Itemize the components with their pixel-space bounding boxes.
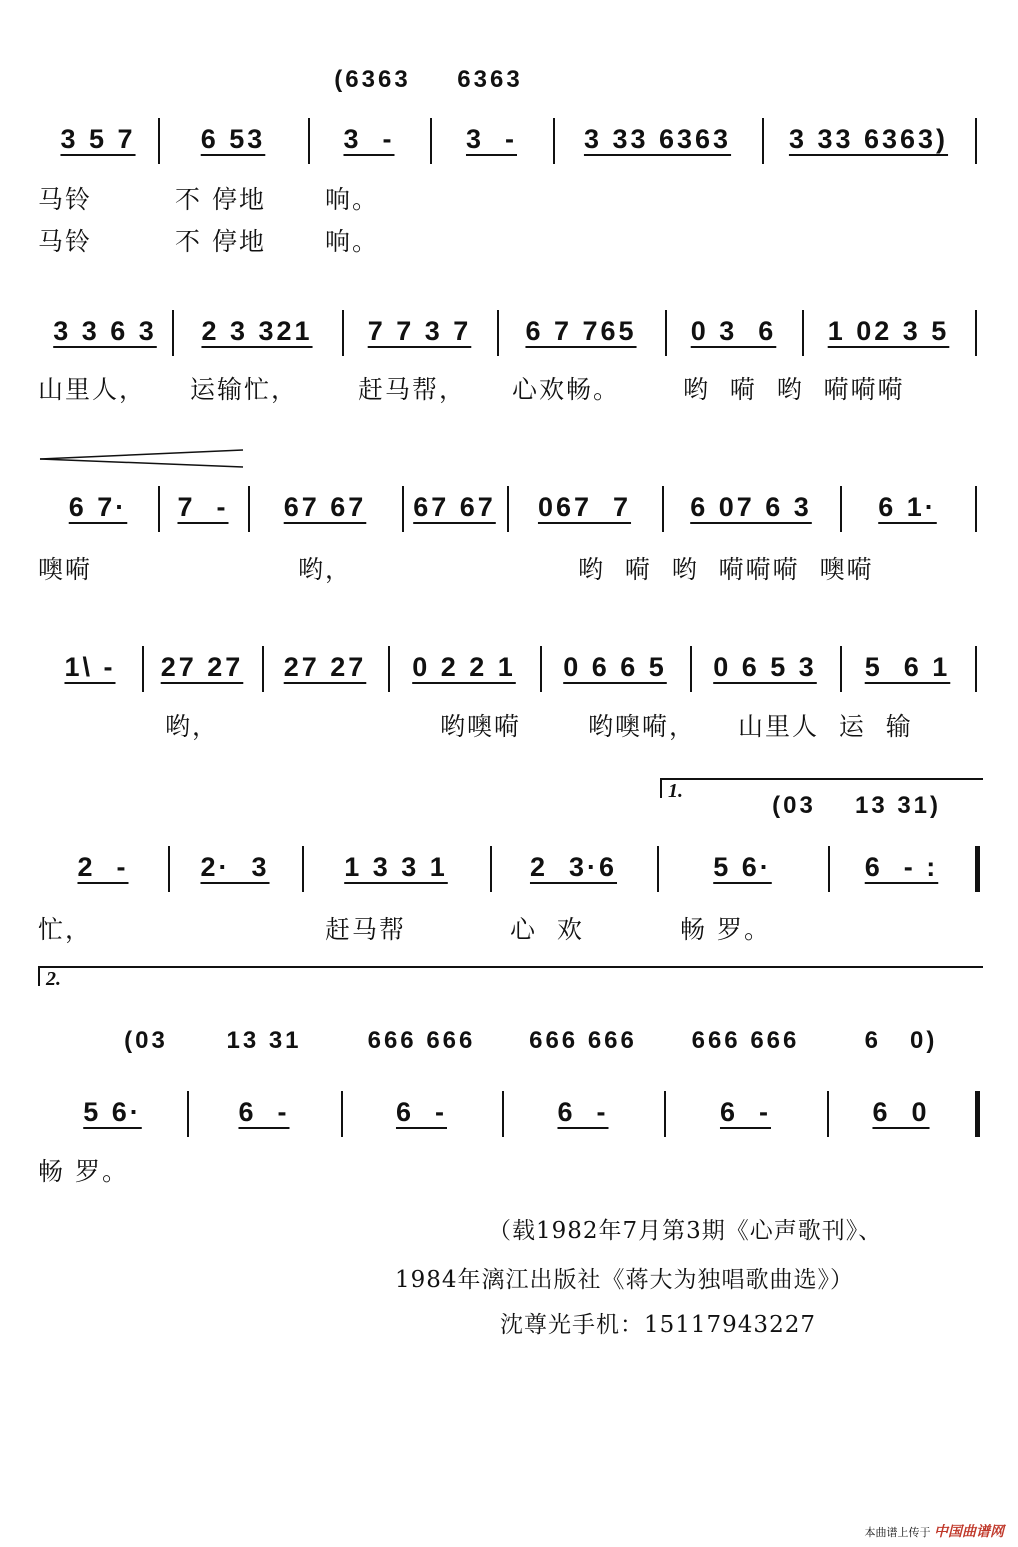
lyric: 畅 罗。 — [680, 915, 771, 944]
lyric: 忙， — [38, 915, 93, 944]
source-note-line1: （载1982年7月第3期《心声歌刊》、 — [488, 1218, 883, 1244]
watermark — [865, 1521, 1005, 1541]
barline — [975, 118, 977, 164]
instrumental-measure: 13 31 — [226, 1027, 302, 1054]
measure: 67 67 — [413, 492, 496, 522]
measure: 6 0 — [872, 1097, 930, 1127]
barline — [553, 118, 555, 164]
lyric: 马铃 — [38, 227, 93, 256]
measure: 0 2 2 1 — [412, 652, 516, 682]
contact-line: 沈尊光手机：15117943227 — [500, 1312, 816, 1338]
lyric: 心 欢 — [510, 915, 584, 944]
lyric: 赶马帮， — [358, 375, 467, 404]
instrumental-measure: 13 31) — [854, 792, 942, 819]
barline — [827, 1091, 829, 1137]
instrumental-measure: (03 — [124, 1027, 168, 1054]
barline — [341, 1091, 343, 1137]
measure: 6 7 765 — [525, 316, 637, 346]
measure: 6 07 6 3 — [690, 492, 812, 522]
barline — [388, 646, 390, 692]
measure: 3 5 7 — [60, 124, 136, 154]
barline — [308, 118, 310, 164]
barline — [502, 1091, 504, 1137]
measure: 1\ - — [64, 652, 116, 682]
barline — [665, 310, 667, 356]
lyric: 畅 罗。 — [38, 1157, 129, 1186]
measure: 0 6 6 5 — [563, 652, 667, 682]
barline — [664, 1091, 666, 1137]
barline — [762, 118, 764, 164]
lyric: 响。 — [325, 185, 380, 214]
watermark-text: 本曲谱上传于 — [864, 1526, 931, 1539]
barline — [802, 310, 804, 356]
barline — [172, 310, 174, 356]
measure: 3 - — [343, 124, 395, 154]
barline — [657, 846, 659, 892]
measure: 067 7 — [537, 492, 632, 522]
measure: 6 - — [395, 1097, 447, 1127]
barline — [158, 486, 160, 532]
barline — [402, 486, 404, 532]
lyric: 哟， — [165, 712, 220, 741]
measure: 6 - — [557, 1097, 609, 1127]
barline — [248, 486, 250, 532]
measure: 7 7 3 7 — [367, 316, 472, 346]
barline — [158, 118, 160, 164]
instrumental-measure: 6363 — [457, 66, 523, 93]
lyric: 心欢畅。 — [512, 375, 621, 404]
lyric: 运输忙， — [190, 375, 299, 404]
measure: 2 3 321 — [201, 316, 313, 346]
barline — [490, 846, 492, 892]
barline — [975, 646, 977, 692]
lyric: 不 停地 — [175, 227, 266, 256]
barline — [187, 1091, 189, 1137]
measure: 27 27 — [283, 652, 367, 682]
barline — [975, 846, 980, 892]
measure: 0 3 6 — [690, 316, 777, 346]
measure: 5 6· — [83, 1097, 142, 1127]
measure: 6 53 — [200, 124, 266, 154]
measure: 27 27 — [160, 652, 244, 682]
measure: 1 02 3 5 — [827, 316, 950, 346]
lyric: 哟， — [298, 555, 353, 584]
measure: 3 33 6363) — [788, 124, 949, 154]
measure: 2· 3 — [200, 852, 270, 882]
barline — [497, 310, 499, 356]
instrumental-measure: (6363 — [334, 66, 411, 93]
measure: 3 33 6363 — [583, 124, 732, 154]
lyric: 哟 嗬 哟 嗬嗬嗬 — [683, 375, 905, 404]
barline — [540, 646, 542, 692]
instrumental-measure: 666 666 — [691, 1027, 800, 1054]
measure: 5 6 1 — [864, 652, 951, 682]
barline — [142, 646, 144, 692]
crescendo-hairpin — [38, 449, 248, 469]
measure: 3 3 6 3 — [53, 316, 157, 346]
instrumental-measure: (03 — [772, 792, 816, 819]
barline — [840, 646, 842, 692]
lyric: 赶马帮 — [325, 915, 407, 944]
lyric: 哟 嗬 哟 嗬嗬嗬 噢嗬 — [578, 555, 874, 584]
barline — [975, 1091, 980, 1137]
barline — [975, 310, 977, 356]
lyric: 山里人， — [38, 375, 147, 404]
instrumental-measure: 6 0) — [864, 1027, 938, 1054]
measure: 7 - — [177, 492, 229, 522]
measure: 2 3·6 — [529, 852, 618, 882]
barline — [690, 646, 692, 692]
lyric: 哟噢嗬， — [588, 712, 697, 741]
barline — [840, 486, 842, 532]
measure: 0 6 5 3 — [713, 652, 817, 682]
barline — [168, 846, 170, 892]
instrumental-measure: 666 666 — [529, 1027, 637, 1054]
barline — [430, 118, 432, 164]
barline — [507, 486, 509, 532]
measure: 67 67 — [283, 492, 367, 522]
barline — [262, 646, 264, 692]
lyric: 响。 — [325, 227, 380, 256]
measure: 6 - : — [864, 852, 939, 882]
measure: 6 1· — [878, 492, 937, 522]
lyric: 山里人 运 输 — [738, 712, 913, 741]
measure: 6 7· — [68, 492, 128, 522]
barline — [828, 846, 830, 892]
barline — [302, 846, 304, 892]
barline — [342, 310, 344, 356]
volta-bracket: 2. — [38, 966, 983, 986]
lyric: 不 停地 — [175, 185, 266, 214]
measure: 6 - — [238, 1097, 290, 1127]
lyric: 哟噢嗬 — [440, 712, 522, 741]
measure: 1 3 3 1 — [344, 852, 448, 882]
measure: 2 - — [77, 852, 129, 882]
lyric: 马铃 — [38, 185, 93, 214]
volta-bracket: 1. — [660, 778, 983, 798]
lyric: 噢嗬 — [38, 555, 93, 584]
watermark-brand: 中国曲谱网 — [934, 1524, 1004, 1540]
instrumental-measure: 666 666 — [367, 1027, 476, 1054]
measure: 5 6· — [713, 852, 772, 882]
measure: 6 - — [719, 1097, 771, 1127]
barline — [662, 486, 664, 532]
barline — [975, 486, 977, 532]
measure: 3 - — [465, 124, 517, 154]
source-note-line2: 1984年漓江出版社《蒋大为独唱歌曲选》） — [395, 1267, 855, 1293]
